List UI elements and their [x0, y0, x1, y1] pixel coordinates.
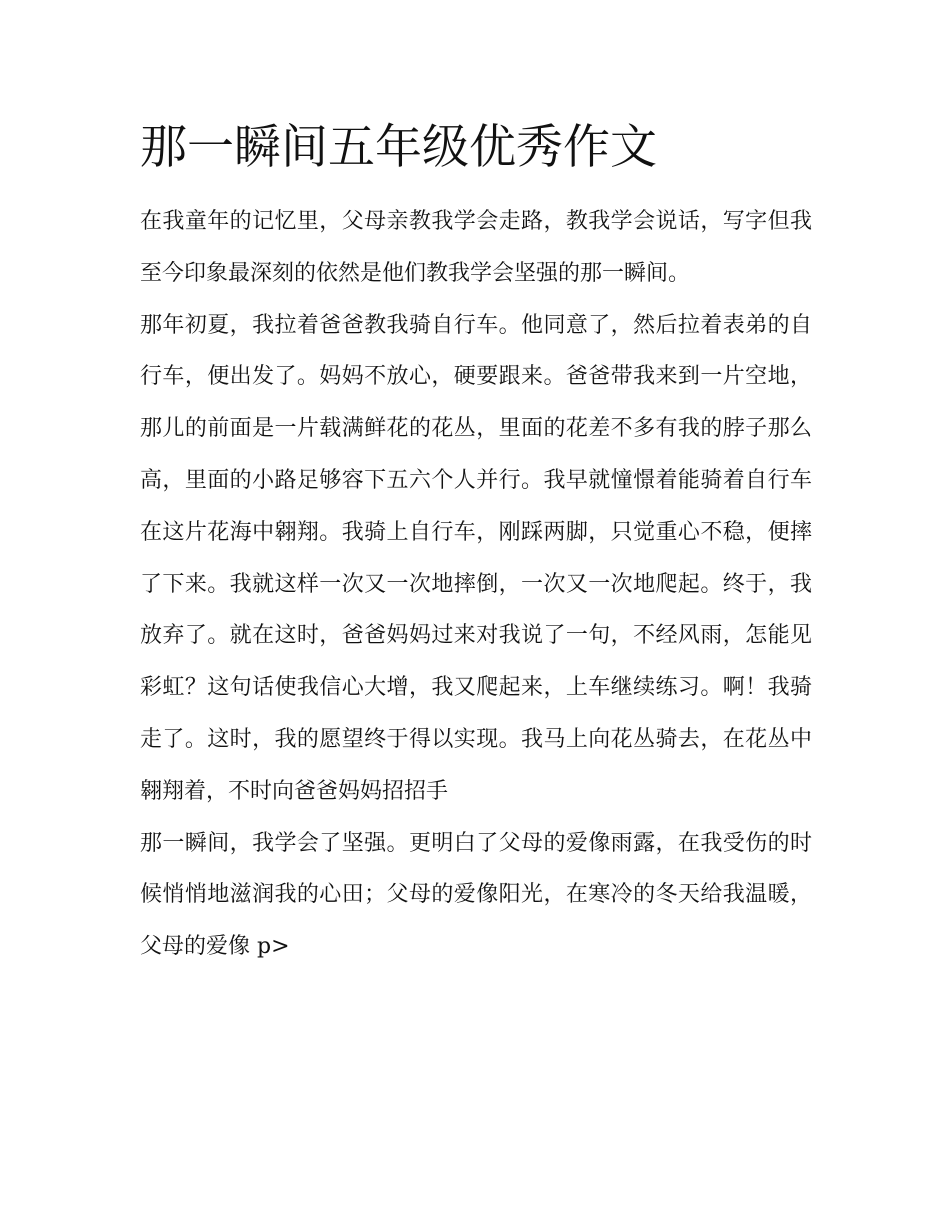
paragraph: 在我童年的记忆里，父母亲教我学会走路，教我学会说话，写字但我至今印象最深刻的依然是他们教我学会坚强的那一瞬间。 [140, 209, 812, 286]
paragraph-list [140, 196, 812, 973]
document-body [140, 118, 812, 973]
paragraph: 那年初夏，我拉着爸爸教我骑自行车。他同意了，然后拉着表弟的自行车，便出发了。妈妈不放心，硬要跟来。爸爸带我来到一片空地，那儿的前面是一片载满鲜花的花丛，里面的花差不多有我的脖子那么高，里面的小路足够容下五六个人并行。我早就憧憬着能骑着自行车在这片花海中翱翔。我骑上自行车，刚踩两脚，只觉重心不稳，便摔了下来。我就这样一次又一次地摔倒，一次又一次地爬起。终于，我放弃了。就在这时，爸爸妈妈过来对我说了一句，不经风雨，怎能见彩虹？这句话使我信心大增，我又爬起来，上车继续练习。啊！我骑走了。这时，我的愿望终于得以实现。我马上向花丛骑去，在花丛中翱翔着，不时向爸爸妈妈招招手 [140, 312, 812, 804]
document-title: 那一瞬间五年级优秀作文 [140, 120, 657, 175]
paragraph: 那一瞬间，我学会了坚强。更明白了父母的爱像雨露，在我受伤的时候悄悄地滋润我的心田；父母的爱像阳光，在寒冷的冬天给我温暖，父母的爱像 p> [140, 830, 812, 960]
